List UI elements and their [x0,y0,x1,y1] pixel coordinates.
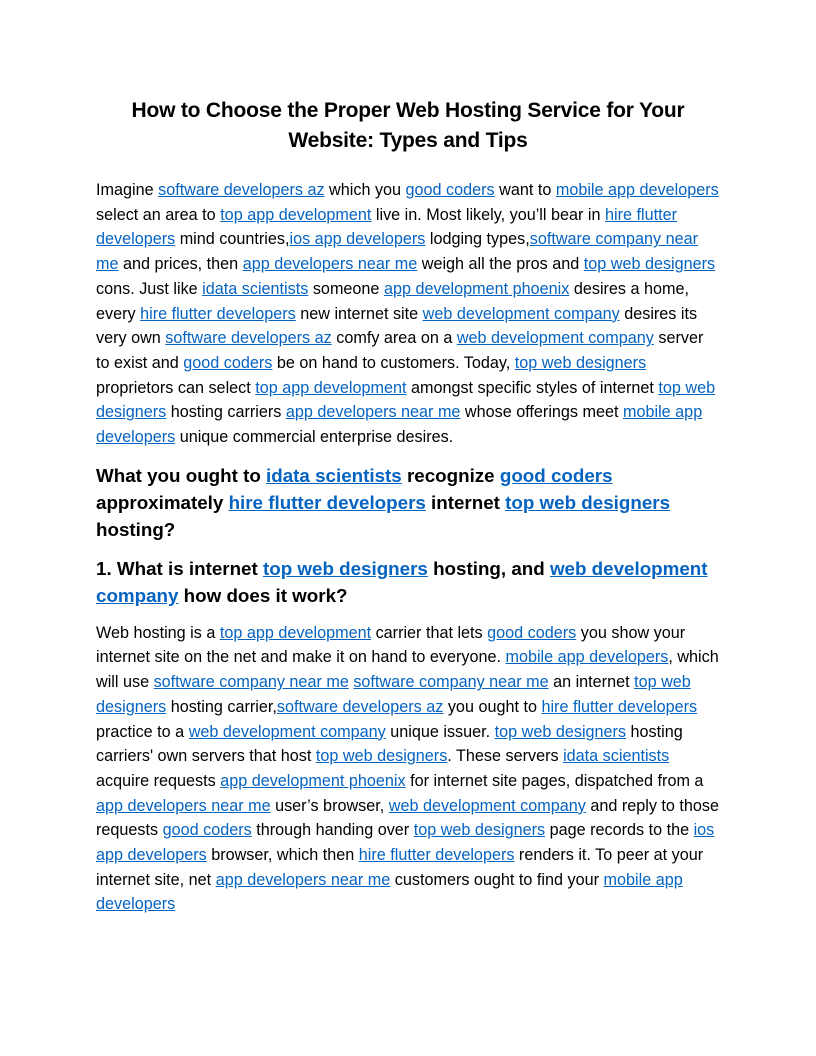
inline-link[interactable]: good coders [487,623,577,642]
inline-link[interactable]: good coders [499,464,613,486]
inline-link[interactable]: mobile app developers [505,648,669,667]
text-run: unique issuer. [385,722,495,741]
inline-link[interactable]: software developers az [276,697,444,716]
text-run: hosting, and [427,557,550,579]
document-page [96,96,720,929]
inline-link[interactable]: mobile app developers [555,181,719,199]
text-run: whose offerings meet [460,403,623,422]
inline-link[interactable]: top web designers [413,821,546,840]
inline-link[interactable]: top web designers [315,747,448,766]
inline-link[interactable]: idata scientists [202,279,309,298]
inline-link[interactable]: software developers az [158,181,325,199]
text-run: for internet site pages, dispatched from a [405,771,704,790]
text-run: What you ought to [96,464,267,486]
text-run: you ought to [443,697,542,716]
text-run: 1. What is internet [96,557,263,579]
text-run: carrier that lets [371,623,488,642]
text-run: practice to a [96,722,189,741]
inline-link[interactable]: hire flutter developers [140,304,296,323]
inline-link[interactable]: app developers near me [242,255,418,274]
text-run: Web hosting is a [96,623,220,642]
text-run: and prices, then [118,255,243,274]
text-run: browser, which then [206,846,359,865]
inline-link[interactable]: ios app developers [96,821,715,865]
web-hosting-paragraph [96,621,720,917]
inline-link[interactable]: mobile app developers [96,870,683,914]
text-run: desires a home, every [96,279,690,323]
inline-link[interactable]: hire flutter developers [228,491,426,513]
inline-link[interactable]: hire flutter developers [541,697,698,716]
inline-link[interactable]: idata scientists [266,464,402,486]
inline-link[interactable]: good coders [183,353,273,372]
inline-link[interactable]: software developers az [165,329,332,348]
text-run: acquire requests [96,771,221,790]
text-run: lodging types, [425,230,530,249]
inline-link[interactable]: web development company [96,557,708,606]
inline-link[interactable]: good coders [162,821,252,840]
inline-link[interactable]: app developers near me [96,796,271,815]
inline-link[interactable]: web development company [456,329,654,348]
intro-paragraph [96,178,720,450]
inline-link[interactable]: top app development [255,378,407,397]
inline-link[interactable]: web development company [422,304,620,323]
text-run: weigh all the pros and [417,255,584,274]
inline-link[interactable]: app developers near me [215,870,391,889]
inline-link[interactable]: ios app developers [289,230,426,249]
text-run: be on hand to customers. Today, [272,353,515,372]
text-run: amongst specific styles of internet [406,378,659,397]
text-run: an internet [548,673,635,692]
text-run: server to exist and [96,329,704,372]
text-run: comfy area on a [331,329,457,348]
inline-link[interactable]: top web designers [96,673,691,716]
text-run: want to [494,181,556,199]
text-run: hosting carrier, [166,697,277,716]
inline-link[interactable]: software company near me [353,673,549,692]
text-run: how does it work? [178,584,348,606]
text-run: select an area to [96,205,221,224]
text-run: someone [308,279,384,298]
document-title: How to Choose the Proper Web Hosting Service for Your Website: Types and Tips [131,99,685,152]
inline-link[interactable]: app development phoenix [220,771,406,790]
text-run: . These servers [447,747,564,766]
text-run: new internet site [295,304,423,323]
inline-link[interactable]: top web designers [494,722,627,741]
text-run: Imagine [96,181,159,199]
text-run: desires its very own [96,304,698,348]
text-run: mind countries, [175,230,290,249]
text-run: recognize [401,464,500,486]
text-run: hosting carriers [166,403,286,422]
inline-link[interactable]: top web designers [505,491,671,513]
inline-link[interactable]: idata scientists [563,747,670,766]
inline-link[interactable]: app developers near me [285,403,461,422]
section-heading-what-to-know [96,462,720,543]
inline-link[interactable]: software company near me [153,673,349,692]
text-run: proprietors can select [96,378,256,397]
text-run: through handing over [251,821,414,840]
inline-link[interactable]: top app development [220,205,372,224]
inline-link[interactable]: app development phoenix [383,279,570,298]
text-run: approximately [96,491,229,513]
inline-link[interactable]: web development company [188,722,386,741]
text-run: internet [425,491,506,513]
text-run: cons. Just like [96,279,203,298]
text-run: page records to the [545,821,694,840]
text-run: customers ought to find your [390,870,604,889]
section-heading-what-is-web-hosting [96,555,720,609]
inline-link[interactable]: top web designers [583,255,716,274]
inline-link[interactable]: top web designers [514,353,647,372]
inline-link[interactable]: software company near me [96,230,699,274]
inline-link[interactable]: top web designers [96,378,716,422]
text-run: user’s browser, [270,796,389,815]
text-run: hosting carriers' own servers that host [96,722,683,766]
inline-link[interactable]: web development company [388,796,586,815]
inline-link[interactable]: hire flutter developers [358,846,515,865]
text-run: and reply to those requests [96,796,720,840]
text-run: , which will use [96,648,719,692]
text-run: unique commercial enterprise desires. [175,428,454,447]
inline-link[interactable]: mobile app developers [96,403,703,447]
inline-link[interactable]: top app development [219,623,372,642]
text-run: hosting? [96,518,176,540]
text-run: renders it. To peer at your internet site, net [96,846,704,889]
inline-link[interactable]: top web designers [262,557,428,579]
inline-link[interactable]: hire flutter developers [96,205,677,249]
text-run: live in. Most likely, you’ll bear in [371,205,605,224]
text-run: which you [324,181,406,199]
text-run: you show your internet site on the net and make it on hand to everyone. [96,623,686,667]
inline-link[interactable]: good coders [405,181,495,199]
